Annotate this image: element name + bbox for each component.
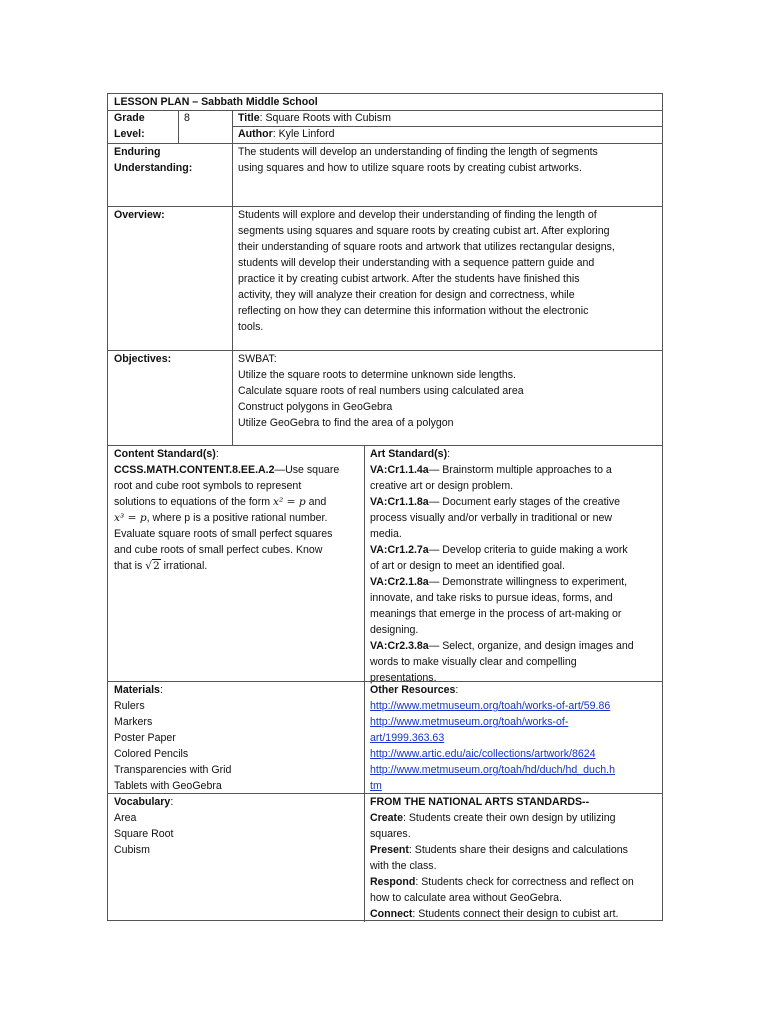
- standards-section: [108, 445, 662, 684]
- lesson-title: Title: Square Roots with Cubism: [238, 112, 391, 124]
- resource-link-artic[interactable]: http://www.artic.edu/aic/collections/artwork/8624: [370, 748, 596, 760]
- materials-list: Materials: Rulers Markers Poster Paper Colored Pencils Transparencies with Grid Tablets with GeoGebra: [114, 684, 232, 792]
- resource-link-met-1999[interactable]: http://www.metmuseum.org/toah/works-of-: [370, 716, 569, 728]
- overview-section: [108, 206, 662, 351]
- lesson-plan-table: [107, 93, 663, 921]
- sqrt-two: √2: [145, 560, 160, 572]
- materials-section: [108, 681, 662, 793]
- enduring-understanding-text: The students will develop an understanding of finding the length of segments using squares and how to utilize square roots by creating cubist artworks.: [238, 146, 598, 174]
- objectives-label: Objectives:: [114, 353, 172, 365]
- equation-x-squared: x² = p: [273, 496, 306, 508]
- content-standards: Content Standard(s): CCSS.MATH.CONTENT.8.EE.A.2—Use square root and cube root symbols to represent solutions to equations of the form x² = p and x³ = p, where p is a positive rational number. Evaluate square roots of small perfect squares and cube roots of small perfect cubes. Know that is √2 irrational.: [114, 448, 340, 572]
- grade-value: 8: [184, 112, 190, 124]
- lesson-plan-title: LESSON PLAN – Sabbath Middle School: [114, 96, 318, 108]
- objectives-section: [108, 350, 662, 446]
- ccss-code: CCSS.MATH.CONTENT.8.EE.A.2: [114, 464, 275, 476]
- enduring-understanding-label: Enduring Understanding:: [114, 146, 193, 174]
- objectives-text: SWBAT: Utilize the square roots to determine unknown side lengths. Calculate square roots of real numbers using calculated area Construct polygons in GeoGebra Utilize GeoGebra to find the area of a polygon: [238, 353, 524, 429]
- overview-label: Overview:: [114, 209, 165, 221]
- other-resources: Other Resources: http://www.metmuseum.org/toah/works-of-art/59.86 http://www.metmuseum.org/toah/works-of- art/1999.363.63 http://www.artic.edu/aic/collections/artwork/8624 http://www.metmuseum.org/toah/hd/duch/hd_duch.h tm: [370, 684, 615, 792]
- overview-text: Students will explore and develop their understanding of finding the length of segments using squares and square roots by creating cubist art. After exploring their understanding of square roots and artwork that utilizes rectangular designs, students will develop their understanding with a sequence pattern guide and practice it by creating cubist artwork. After the students have finished this activity, they will analyze their creation for design and correctness, while reflecting on how they can determine this information without the electronic tools.: [238, 209, 615, 333]
- grade-level-label: Grade Level:: [114, 112, 145, 140]
- resource-link-met-1999-cont[interactable]: art/1999.363.63: [370, 732, 445, 744]
- national-arts-standards: FROM THE NATIONAL ARTS STANDARDS-- Create: Students create their own design by utilizing squares. Present: Students share their designs and calculations with the class. Respond: Students check for correctness and reflect on how to calculate area without GeoGebra. Connect: Students connect their design to cubist art.: [370, 796, 634, 920]
- lesson-author: Author: Kyle Linford: [238, 128, 335, 140]
- resource-link-met-59-86[interactable]: http://www.metmuseum.org/toah/works-of-art/59.86: [370, 700, 611, 712]
- equation-x-cubed: x³ = p: [114, 512, 147, 524]
- art-standards: Art Standard(s): VA:Cr1.1.4a— Brainstorm multiple approaches to a creative art or design problem. VA:Cr1.1.8a— Document early stages of the creative process visually and/or verbally in traditional or new media. VA:Cr1.2.7a— Develop criteria to guide making a work of art or design to meet an identified goal. VA:Cr2.1.8a— Demonstrate willingness to experiment, innovate, and take risks to pursue ideas, forms, and meanings that emerge in the process of art-making or designing. VA:Cr2.3.8a— Select, organize, and design images and words to make visually clear and compelling presentations.: [370, 448, 634, 684]
- resource-link-met-duchamp-cont[interactable]: tm: [370, 780, 382, 792]
- vocabulary-list: Vocabulary: Area Square Root Cubism: [114, 796, 174, 856]
- header-section: [108, 94, 662, 150]
- enduring-understanding-section: [108, 143, 662, 206]
- vocabulary-section: [108, 793, 662, 922]
- resource-link-met-duchamp[interactable]: http://www.metmuseum.org/toah/hd/duch/hd_duch.h: [370, 764, 615, 776]
